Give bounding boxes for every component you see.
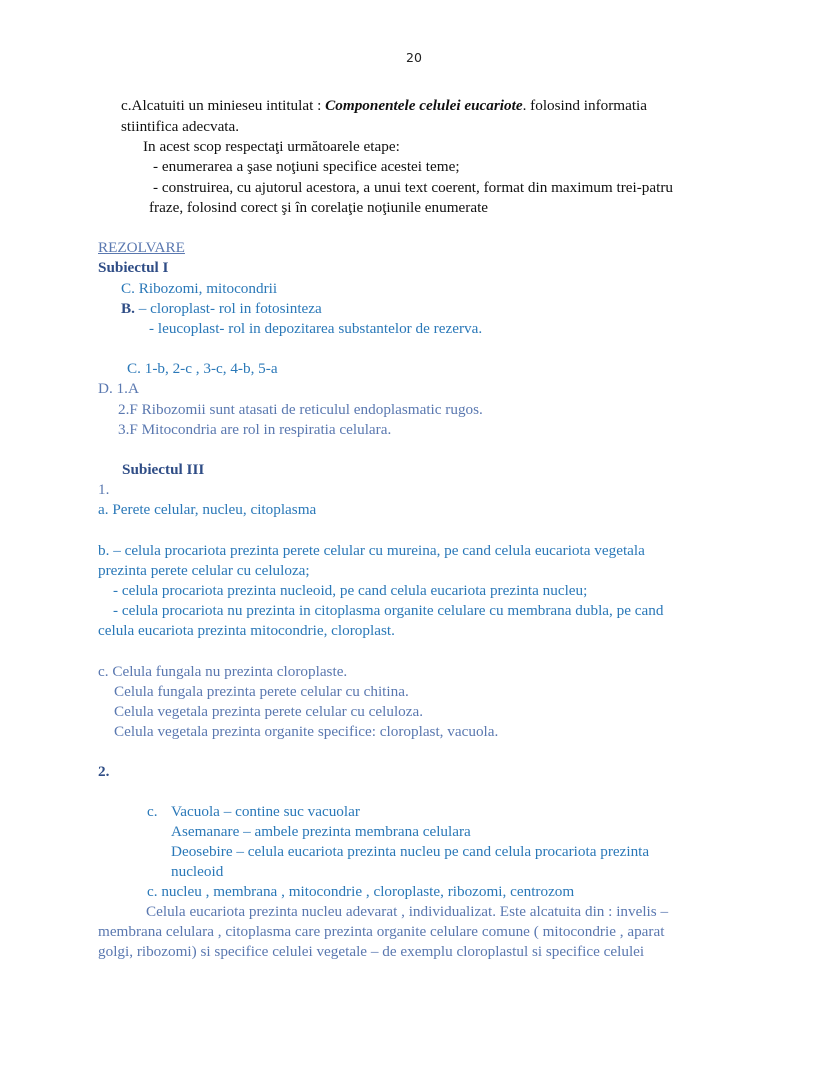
task-line-4: - enumerarea a şase noţiuni specifice acestei teme; <box>153 158 460 175</box>
s1-c2: C. 1-b, 2-c , 3-c, 4-b, 5-a <box>127 360 278 377</box>
s3-c2: Celula fungala prezinta perete celular cu chitina. <box>114 683 409 700</box>
task-title: Componentele celulei eucariote <box>325 97 523 114</box>
task-suffix: . folosind informatia <box>522 97 648 114</box>
s1-b2: - leucoplast- rol in depozitarea substantelor de rezerva. <box>149 320 483 337</box>
s1-b-label: B. <box>121 300 135 317</box>
s1-d1: D. 1.A <box>98 380 139 397</box>
s1-d2: 2.F Ribozomii sunt atasati de reticulul endoplasmatic rugos. <box>118 401 483 418</box>
s1-b1: – cloroplast- rol in fotosinteza <box>134 300 322 317</box>
s3-b2: prezinta perete celular cu celuloza; <box>98 562 310 579</box>
s3-essay-2: membrana celulara , citoplasma care prezinta organite celulare comune ( mitocondrie , aparat <box>98 923 665 940</box>
s3-c3: Celula vegetala prezinta perete celular cu celuloza. <box>114 703 424 720</box>
s3-q2d: c. nucleu , membrana , mitocondrie , cloroplaste, ribozomi, centrozom <box>147 883 575 900</box>
task-line-3: In acest scop respectaţi următoarele etape: <box>143 138 400 155</box>
s3-b1: b. – celula procariota prezinta perete celular cu mureina, pe cand celula eucariota vegetala <box>98 542 645 559</box>
s3-b4: - celula procariota nu prezinta in citoplasma organite celulare cu membrana dubla, pe cand <box>113 602 664 619</box>
s3-q2c2: Asemanare – ambele prezinta membrana celulara <box>171 823 471 840</box>
s3-essay-1: Celula eucariota prezinta nucleu adevarat , individualizat. Este alcatuita din : invelis – <box>146 903 669 920</box>
s3-b5: celula eucariota prezinta mitocondrie, cloroplast. <box>98 622 395 639</box>
s3-b3: - celula procariota prezinta nucleoid, pe cand celula eucariota prezinta nucleu; <box>113 582 588 599</box>
s3-q2c3: Deosebire – celula eucariota prezinta nucleu pe cand celula procariota prezinta <box>171 843 650 860</box>
s3-q2c-label: c. <box>147 803 158 820</box>
s3-a: a. Perete celular, nucleu, citoplasma <box>98 501 317 518</box>
s3-q2c1: Vacuola – contine suc vacuolar <box>171 803 360 820</box>
s3-q2c4: nucleoid <box>171 863 224 880</box>
subject-3-title: Subiectul III <box>122 461 205 478</box>
s3-q1: 1. <box>98 481 110 498</box>
subject-1-title: Subiectul I <box>98 259 169 276</box>
solution-heading: REZOLVARE <box>98 239 185 256</box>
task-line-6: fraze, folosind corect şi în corelaţie noţiunile enumerate <box>149 199 489 216</box>
page-number: 20 <box>406 50 422 65</box>
s3-q2: 2. <box>98 763 110 780</box>
s3-c4: Celula vegetala prezinta organite specifice: cloroplast, vacuola. <box>114 723 499 740</box>
task-line-5: - construirea, cu ajutorul acestora, a unui text coerent, format din maximum trei-patru <box>153 179 673 196</box>
s1-b <box>121 299 322 319</box>
s3-essay-3: golgi, ribozomi) si specifice celulei vegetale – de exemplu cloroplastul si specifice celulei <box>98 943 645 960</box>
s1-c: C. Ribozomi, mitocondrii <box>121 280 278 297</box>
task-line-2: stiintifica adecvata. <box>121 118 240 135</box>
task-prefix: c.Alcatuiti un minieseu intitulat : <box>121 97 326 114</box>
task-line-1 <box>121 96 647 116</box>
s3-c1: c. Celula fungala nu prezinta cloroplaste. <box>98 663 348 680</box>
s1-d3: 3.F Mitocondria are rol in respiratia celulara. <box>118 421 392 438</box>
